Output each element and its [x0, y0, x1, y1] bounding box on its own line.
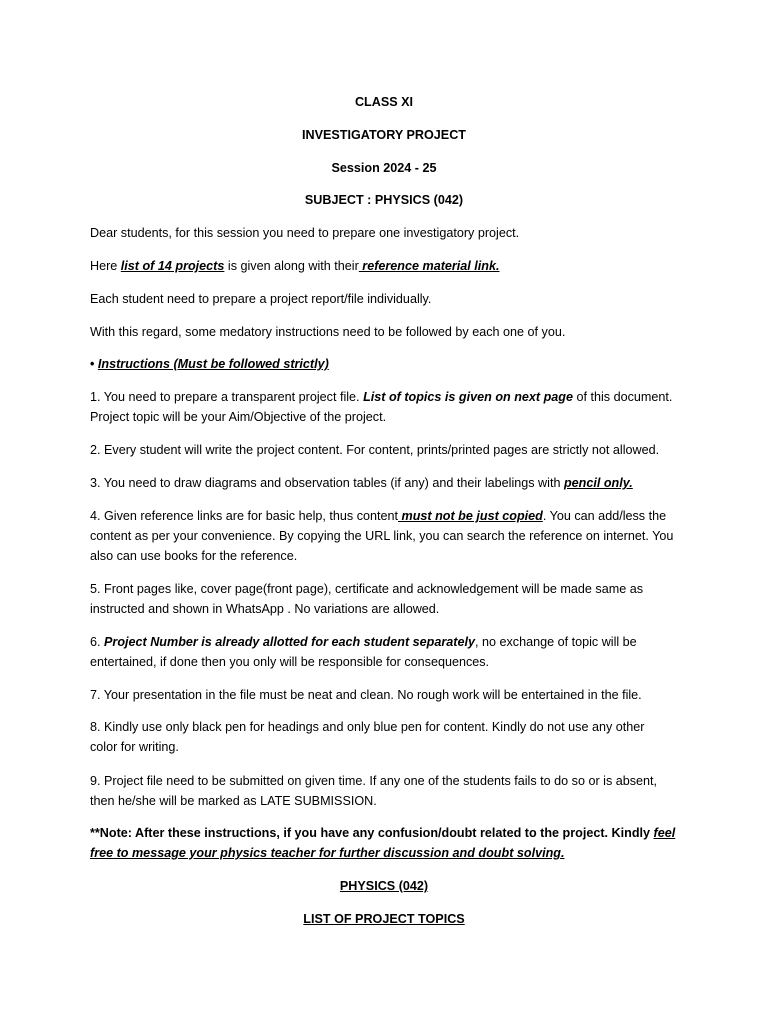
instruction-emphasis: Project Number is already allotted for each student separately — [104, 635, 475, 649]
note-paragraph-cont — [90, 843, 690, 863]
project-topics-heading: LIST OF PROJECT TOPICS — [303, 912, 465, 926]
intro-paragraph-2 — [90, 256, 690, 276]
intro-paragraph-3: Each student need to prepare a project report/file individually. — [90, 292, 432, 306]
instruction-text: 6. — [90, 635, 105, 649]
instruction-1-cont: Project topic will be your Aim/Objective of the project. — [90, 410, 387, 424]
session-title: Session 2024 - 25 — [331, 161, 437, 175]
instruction-5: 5. Front pages like, cover page(front page), certificate and acknowledgement will be made same as — [90, 582, 644, 596]
instruction-emphasis: List of topics is given on next page — [363, 390, 573, 404]
instruction-text: 4. Given reference links are for basic help, thus content — [90, 509, 399, 523]
subject-title: SUBJECT : PHYSICS (042) — [304, 193, 464, 207]
instructions-heading-text: Instructions (Must be followed strictly) — [97, 357, 329, 371]
intro-paragraph-4: With this regard, some medatory instructions need to be followed by each one of you. — [90, 325, 566, 339]
instruction-7: 7. Your presentation in the file must be neat and clean. No rough work will be entertained in the file. — [90, 688, 642, 702]
note-emphasis: free to message your physics teacher for further discussion and doubt solving. — [90, 846, 565, 860]
class-title: CLASS XI — [354, 95, 414, 109]
instruction-1 — [90, 387, 690, 407]
instruction-3 — [90, 473, 690, 493]
note-emphasis: feel — [653, 826, 676, 840]
instruction-9-cont: then he/she will be marked as LATE SUBMISSION. — [90, 794, 377, 808]
instruction-8-cont: color for writing. — [90, 740, 179, 754]
instruction-6 — [90, 632, 690, 652]
projects-list-link[interactable]: list of 14 projects — [120, 259, 225, 273]
bullet-icon: • — [90, 357, 98, 371]
instruction-emphasis: must not be just copied — [398, 509, 543, 523]
instruction-text: 1. You need to prepare a transparent project file. — [90, 390, 364, 404]
intro-text: is given along with their — [224, 259, 359, 273]
instruction-9: 9. Project file need to be submitted on given time. If any one of the students fails to do so or is absent, — [90, 774, 658, 788]
instruction-4 — [90, 506, 690, 526]
instruction-text: 3. You need to draw diagrams and observation tables (if any) and their labelings with — [90, 476, 564, 490]
instruction-6-cont: entertained, if done then you only will be responsible for consequences. — [90, 655, 490, 669]
physics-subject-heading: PHYSICS (042) — [339, 879, 429, 893]
note-paragraph — [90, 823, 690, 843]
instruction-8: 8. Kindly use only black pen for headings and only blue pen for content. Kindly do not use any other — [90, 720, 645, 734]
intro-text: Here — [90, 259, 121, 273]
project-title: INVESTIGATORY PROJECT — [302, 128, 466, 142]
instruction-text: of this document. — [573, 390, 673, 404]
instruction-emphasis: pencil only. — [563, 476, 633, 490]
instruction-2: 2. Every student will write the project content. For content, prints/printed pages are strictly not allowed. — [90, 443, 660, 457]
instruction-text: , no exchange of topic will be — [474, 635, 637, 649]
instructions-heading — [90, 354, 690, 374]
instruction-4-cont: content as per your convenience. By copying the URL link, you can search the reference on internet. You — [90, 529, 674, 543]
instruction-text: . You can add/less the — [542, 509, 667, 523]
note-text: **Note: After these instructions, if you have any confusion/doubt related to the project. Kindly — [90, 826, 654, 840]
reference-material-link[interactable]: reference material link. — [358, 259, 500, 273]
intro-paragraph-1: Dear students, for this session you need to prepare one investigatory project. — [90, 226, 520, 240]
instruction-5-cont: instructed and shown in WhatsApp . No variations are allowed. — [90, 602, 440, 616]
instruction-4-cont: also can use books for the reference. — [90, 549, 298, 563]
